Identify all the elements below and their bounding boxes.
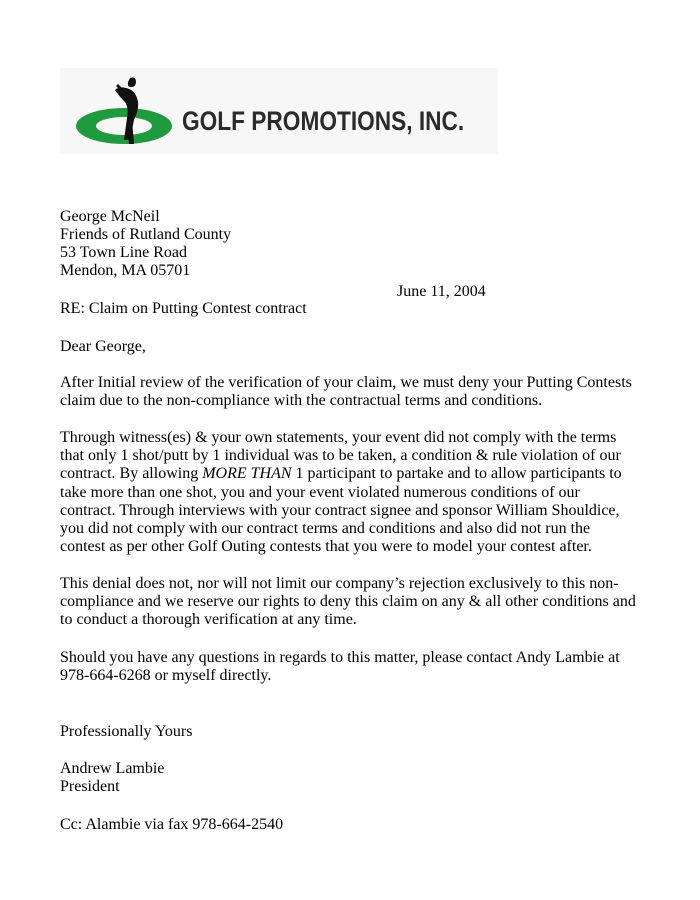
recipient-name: George McNeil [60, 208, 160, 225]
letter-date: June 11, 2004 [397, 283, 486, 300]
paragraph-line: Through witness(es) & your own statements, your event did not comply with the terms [60, 429, 617, 446]
salutation: Dear George, [60, 338, 146, 355]
paragraph-line: you did not comply with our contract terms and conditions and also did not run the [60, 520, 591, 538]
text-segment: 1 participant to partake and to allow participants to [291, 465, 622, 483]
paragraph-line-emphasis [60, 465, 640, 483]
signer-name: Andrew Lambie [60, 760, 165, 777]
company-name: GOLF PROMOTIONS, INC. [182, 106, 465, 136]
letterhead [60, 68, 498, 154]
paragraph-line: This denial does not, nor will not limit our company’s rejection exclusively to this non- [60, 575, 619, 592]
paragraph-line: 978-664-6268 or myself directly. [60, 667, 272, 685]
paragraph-line: compliance and we reserve our rights to deny this claim on any & all other conditions and [60, 593, 636, 611]
paragraph-line: Should you have any questions in regards to this matter, please contact Andy Lambie at [60, 649, 620, 666]
closing: Professionally Yours [60, 723, 193, 740]
paragraph-line: contract. Through interviews with your contract signee and sponsor William Shouldice, [60, 501, 620, 519]
paragraph-denial [60, 374, 640, 410]
golfer-swoosh-logo-icon [74, 74, 180, 150]
paragraph-violations [60, 429, 640, 556]
recipient-city: Mendon, MA 05701 [60, 262, 191, 279]
signer-title: President [60, 778, 120, 795]
paragraph-reservation [60, 575, 640, 630]
paragraph-line: claim due to the non-compliance with the contractual terms and conditions. [60, 392, 543, 410]
paragraph-contact [60, 649, 640, 685]
cc-line: Cc: Alambie via fax 978-664-2540 [60, 816, 284, 833]
recipient-org: Friends of Rutland County [60, 226, 232, 243]
paragraph-line: that only 1 shot/putt by 1 individual was to be taken, a condition & rule violation of our [60, 447, 621, 465]
emphasis-text: MORE THAN [202, 465, 292, 483]
paragraph-line: contest as per other Golf Outing contests that you were to model your contest after. [60, 538, 592, 556]
recipient-street: 53 Town Line Road [60, 244, 188, 261]
subject-line: RE: Claim on Putting Contest contract [60, 300, 307, 317]
text-segment: contract. By allowing [60, 465, 203, 483]
paragraph-line: to conduct a thorough verification at any time. [60, 611, 357, 629]
paragraph-line: After Initial review of the verification of your claim, we must deny your Putting Contests [60, 374, 632, 391]
paragraph-line: take more than one shot, you and your event violated numerous conditions of our [60, 483, 580, 501]
